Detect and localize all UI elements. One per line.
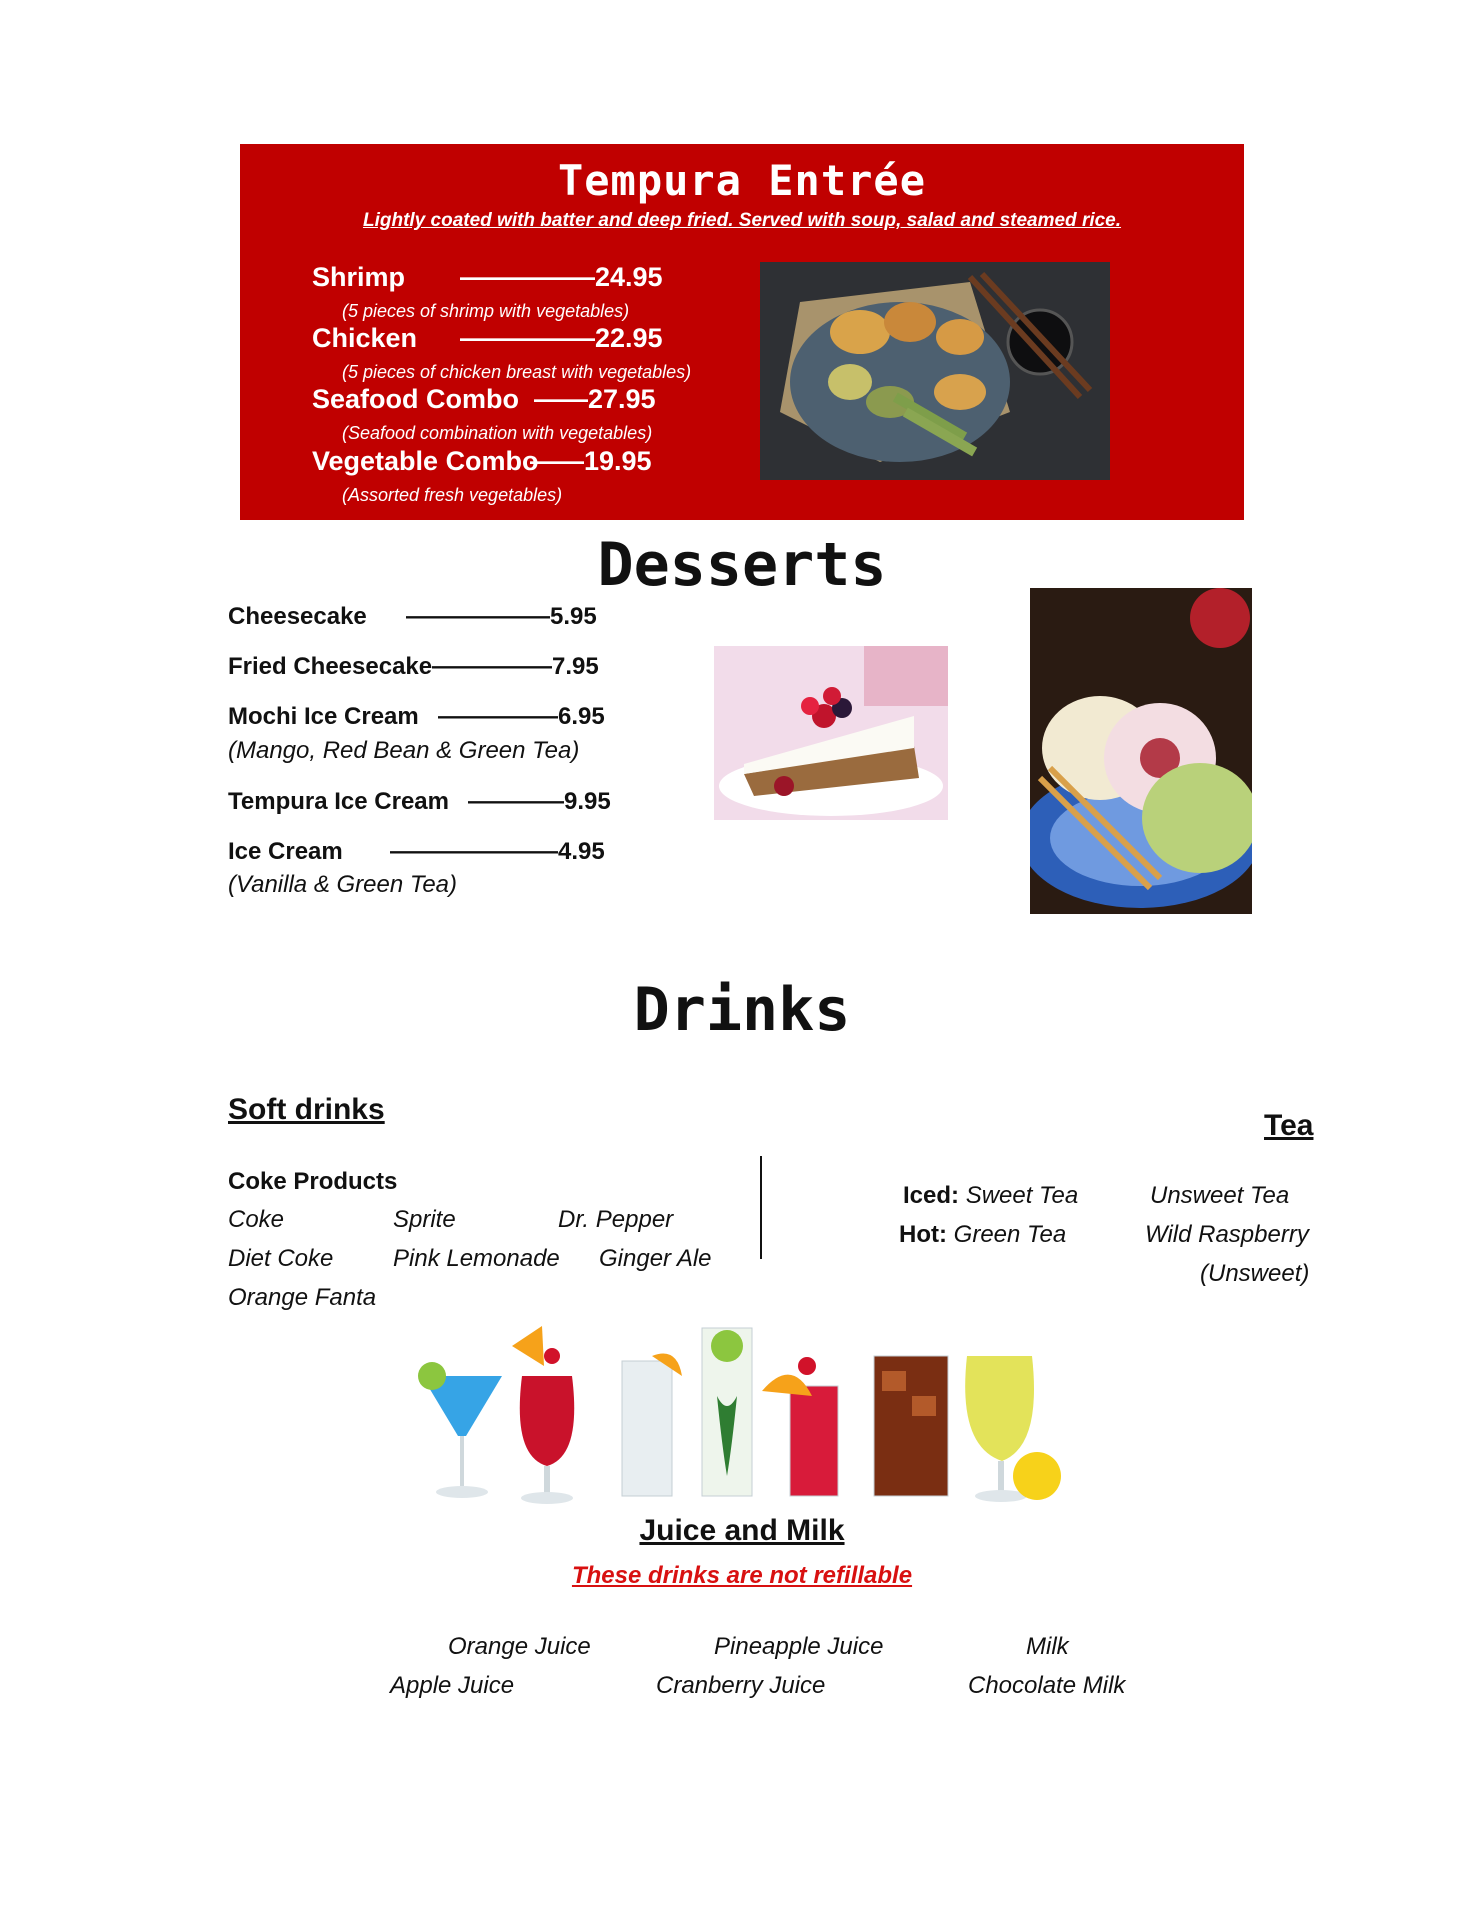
dessert-note: (Mango, Red Bean & Green Tea): [228, 737, 580, 764]
tempura-photo-art: [760, 262, 1110, 480]
menu-item-note: (Seafood combination with vegetables): [342, 423, 653, 443]
drink-item: Pink Lemonade: [393, 1245, 560, 1272]
drinks-photo: [412, 1316, 1072, 1512]
tempura-subtitle: Lightly coated with batter and deep fried. Served with soup, salad and steamed rice.: [362, 210, 1122, 231]
drinks-photo-art: [412, 1316, 1072, 1512]
drink-item: Green Tea: [953, 1221, 1067, 1248]
drink-item: (Unsweet): [1200, 1260, 1310, 1287]
tea-hot-row: [899, 1221, 1066, 1249]
menu-item-note: (5 pieces of chicken breast with vegetables): [342, 362, 692, 382]
menu-item-price: ——19.95: [530, 446, 652, 476]
dessert-price: ——————5.95: [406, 603, 597, 630]
dessert-price: —————6.95: [438, 703, 605, 730]
tea-iced-row: [903, 1182, 1078, 1210]
not-refillable-note: These drinks are not refillable: [571, 1562, 913, 1589]
menu-item-price: —————24.95: [460, 262, 663, 292]
drink-item: Orange Juice: [448, 1633, 591, 1660]
drink-item: Orange Fanta: [228, 1284, 377, 1311]
column-divider: [760, 1156, 762, 1259]
menu-item-note: (Assorted fresh vegetables): [342, 485, 563, 505]
dessert-name: Mochi Ice Cream: [228, 703, 419, 730]
tempura-title: Tempura Entrée: [557, 156, 926, 205]
tea-heading: Tea: [1264, 1109, 1314, 1142]
menu-item-name: Chicken: [312, 323, 418, 353]
hot-label: Hot:: [899, 1221, 947, 1248]
drink-item: Sweet Tea: [965, 1182, 1079, 1209]
drink-item: Diet Coke: [228, 1245, 334, 1272]
drink-item: Dr. Pepper: [558, 1206, 674, 1233]
drinks-title: Drinks: [633, 975, 851, 1045]
cheesecake-photo-art: [714, 646, 948, 820]
juice-milk-heading: Juice and Milk: [639, 1514, 845, 1547]
dessert-price: —————7.95: [432, 653, 599, 680]
dessert-price: ———————4.95: [390, 838, 605, 865]
tempura-photo: [760, 262, 1110, 480]
dessert-name: Fried Cheesecake: [228, 653, 433, 680]
menu-item-price: ——27.95: [534, 384, 656, 414]
drink-item: Pineapple Juice: [714, 1633, 884, 1660]
mochi-ice-cream-photo: [1030, 588, 1252, 914]
dessert-price: ————9.95: [468, 788, 611, 815]
drink-item: Apple Juice: [390, 1672, 515, 1699]
dessert-name: Cheesecake: [228, 603, 367, 630]
iced-label: Iced:: [903, 1182, 960, 1209]
drink-item: Milk: [1026, 1633, 1069, 1660]
drink-item: Chocolate Milk: [968, 1672, 1126, 1699]
dessert-name: Tempura Ice Cream: [228, 788, 449, 815]
drink-item: Coke: [228, 1206, 285, 1233]
cheesecake-photo: [714, 646, 948, 820]
menu-item-name: Seafood Combo: [312, 384, 519, 414]
soft-drinks-heading: Soft drinks: [228, 1093, 385, 1126]
drink-item: Unsweet Tea: [1150, 1182, 1290, 1209]
drink-item: Cranberry Juice: [656, 1672, 826, 1699]
drink-item: Ginger Ale: [599, 1245, 712, 1272]
menu-item-price: —————22.95: [460, 323, 663, 353]
dessert-name: Ice Cream: [228, 838, 343, 865]
menu-item-name: Shrimp: [312, 262, 406, 292]
menu-item-note: (5 pieces of shrimp with vegetables): [342, 301, 630, 321]
dessert-note: (Vanilla & Green Tea): [228, 871, 458, 898]
drink-item: Wild Raspberry: [1145, 1221, 1309, 1248]
desserts-title: Desserts: [597, 530, 887, 600]
coke-products-label: Coke Products: [228, 1168, 398, 1195]
mochi-photo-art: [1030, 588, 1252, 914]
tempura-section: [240, 144, 1244, 520]
menu-item-name: Vegetable Combo: [312, 446, 539, 476]
drink-item: Sprite: [393, 1206, 456, 1233]
